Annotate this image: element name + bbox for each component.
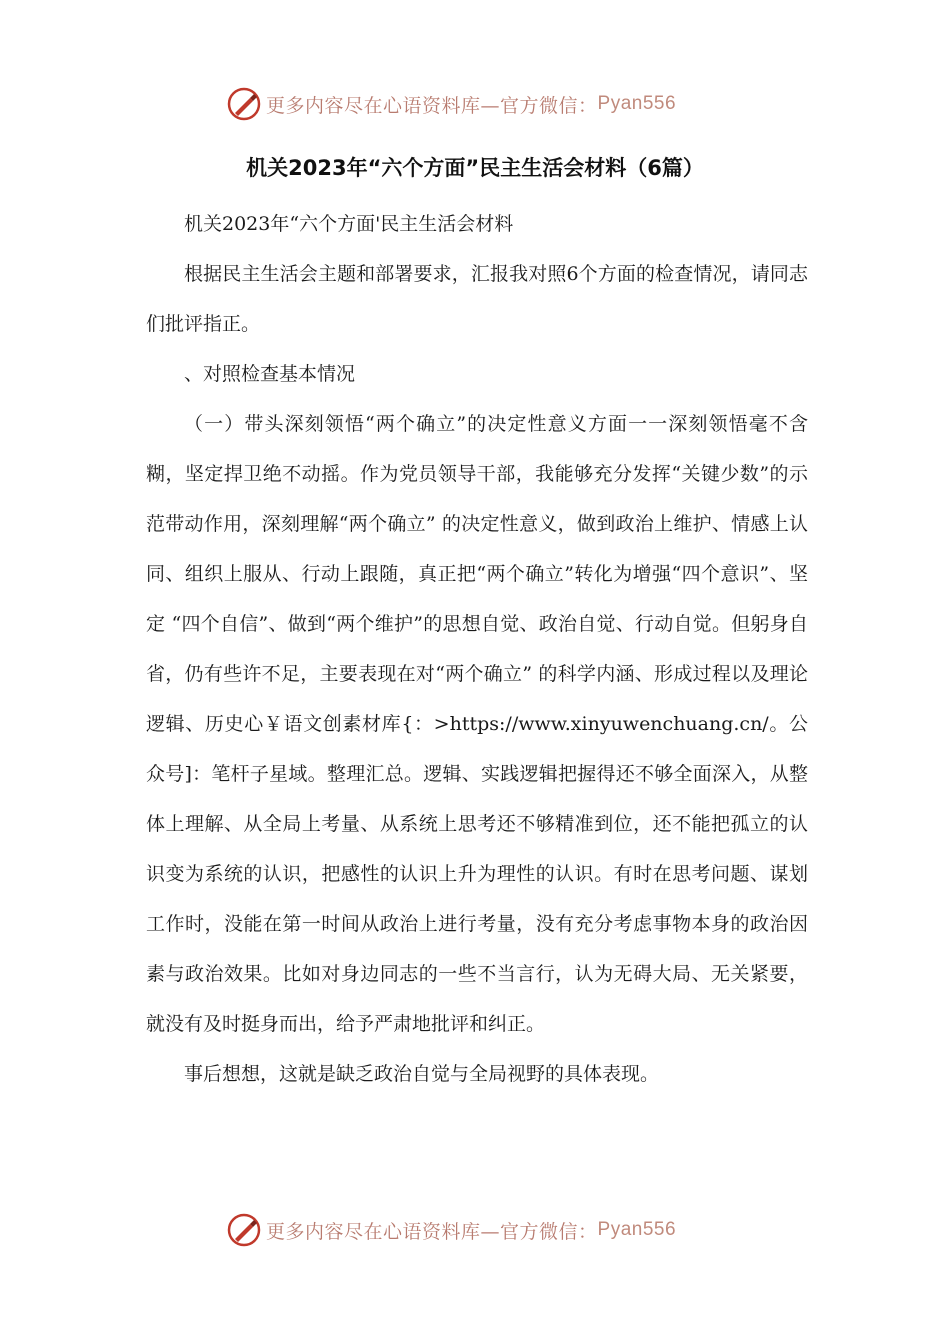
- banner-wechat-id: Pyan556: [597, 1219, 677, 1240]
- paragraph-section-heading: 、对照检查基本情况: [184, 363, 356, 385]
- banner-text: 更多内容尽在心语资料库—官方微信：: [266, 1220, 598, 1243]
- document-title: 机关2023年“六个方面”民主生活会材料（6篇）: [246, 156, 704, 180]
- header-banner: [226, 84, 676, 124]
- footer-banner: [226, 1210, 676, 1250]
- paragraph-body: （一）带头深刻领悟“两个确立”的决定性意义方面一一深刻领悟毫不含糊，坚定捍卫绝不动摇。作为党员领导干部，我能够充分发挥“关键少数”的示范带动作用，深刻理解“两个确立” 的决定性意义，做到政治上维护、情感上认同、组织上服从、行动上跟随，真正把“两个确立”转化为增强“四个意识”、坚定 “四个自信”、做到“两个维护”的思想自觉、政治自觉、行动自觉。但躬身自省，仍有些许不足，主要表现在对“两个确立” 的科学内涵、形成过程以及理论逻辑、历史心￥语文创素材库{：>https://www.xinyuwenchuang.cn/。公众号]：笔杆子星域。整理汇总。逻辑、实践逻辑把握得还不够全面深入，从整体上理解、从全局上考量、从系统上思考还不够精准到位，还不能把孤立的认识变为系统的认识，把感性的认识上升为理性的认识。有时在思考问题、谋划工作时，没能在第一时间从政治上进行考量，没有充分考虑事物本身的政治因素与政治效果。比如对身边同志的一些不当言行，认为无碍大局、无关紧要，就没有及时挺身而出，给予严肃地批评和纠正。: [146, 413, 808, 1035]
- pen-nib-logo-icon: [226, 1212, 262, 1248]
- pen-nib-logo-icon: [226, 86, 262, 122]
- banner-wechat-id: Pyan556: [597, 93, 677, 114]
- banner-text: 更多内容尽在心语资料库—官方微信：: [266, 94, 598, 117]
- paragraph-conclusion: 事后想想，这就是缺乏政治自觉与全局视野的具体表现。: [184, 1063, 660, 1085]
- paragraph-intro: 根据民主生活会主题和部署要求，汇报我对照6个方面的检查情况，请同志们批评指正。: [146, 263, 808, 335]
- paragraph-subtitle: 机关2023年“六个方面'民主生活会材料: [184, 213, 514, 235]
- document-body: [146, 199, 808, 1099]
